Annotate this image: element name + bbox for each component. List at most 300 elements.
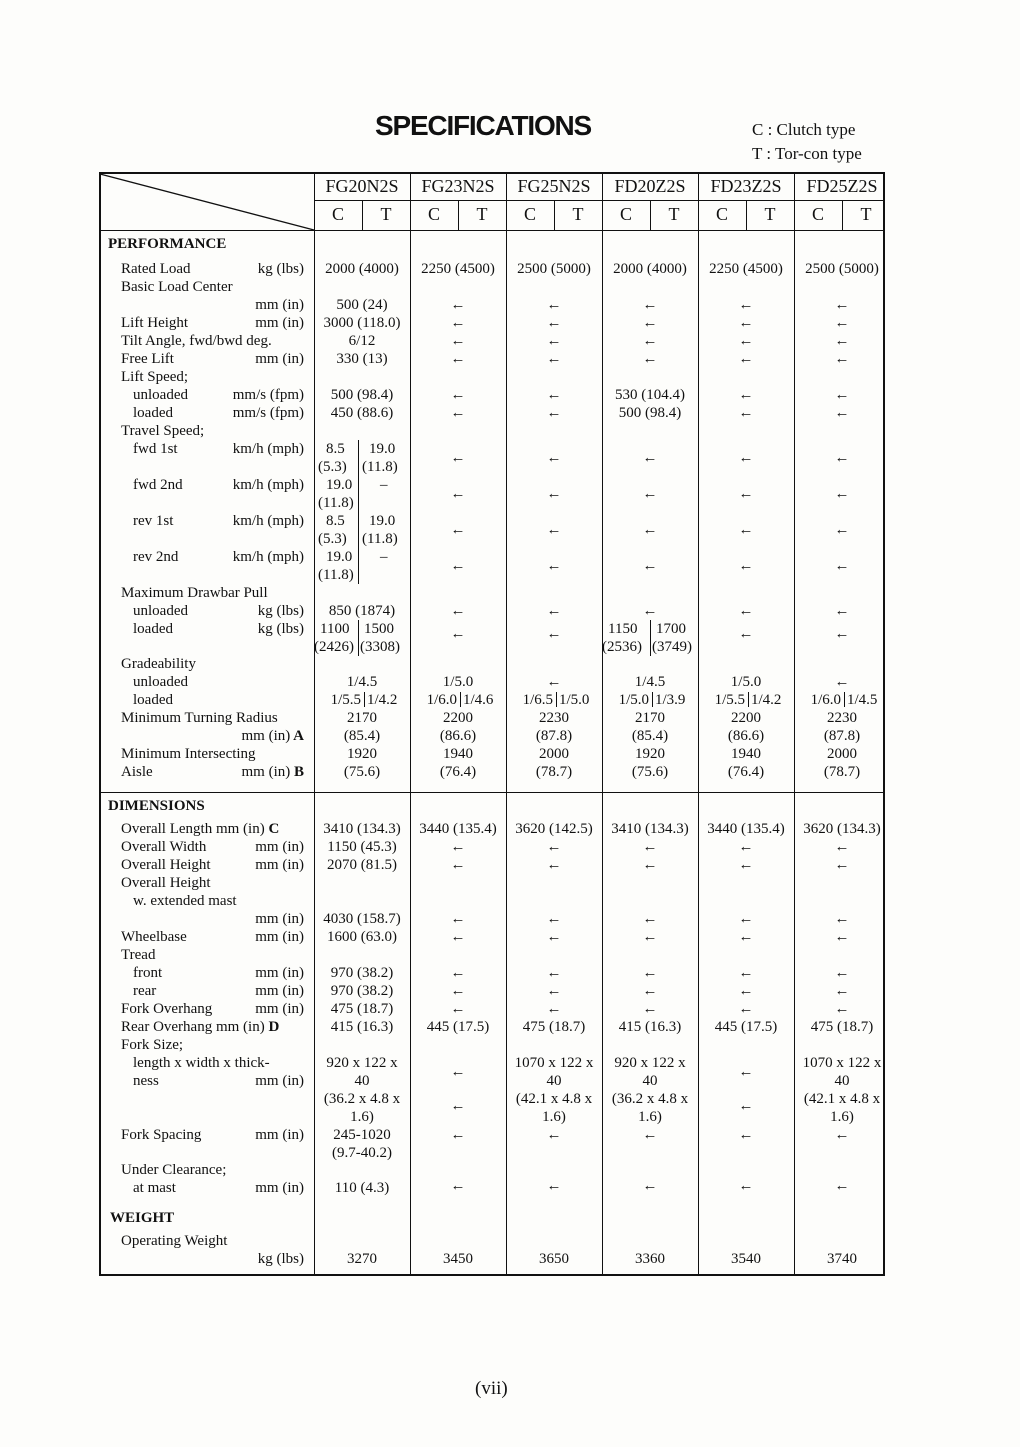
rated-load-unit: kg (lbs) [257, 261, 304, 277]
rev-1st-c-value: 8.5 [326, 513, 345, 529]
overall-width-value: ← [450, 839, 466, 855]
load-center-value-value: ← [738, 297, 754, 313]
ct-header-t: T [764, 204, 776, 224]
tread-rear-value: ← [834, 983, 850, 999]
rev-1st-label: rev 1st [133, 513, 174, 529]
tread-rear-value: 970 (38.2) [330, 983, 394, 999]
grade-unloaded-value: 1/4.5 [346, 674, 378, 690]
basic-load-center-label: Basic Load Center [121, 279, 233, 295]
lift-speed-unloaded-unit: mm/s (fpm) [232, 387, 304, 403]
extended-mast-value-value: 4030 (158.7) [323, 911, 401, 927]
overall-width-value: ← [642, 839, 658, 855]
overall-height-value: ← [450, 857, 466, 873]
overall-length-label: Overall Length mm (in) C [121, 821, 280, 837]
fork-size-in-value: (42.1 x 4.8 x [515, 1091, 593, 1107]
operating-weight-value: 3740 [827, 1251, 857, 1267]
turning-radius-value-imperial: (86.6) [727, 728, 765, 744]
lift-height-value: 3000 (118.0) [323, 315, 401, 331]
tread-front-value: 970 (38.2) [330, 965, 394, 981]
ct-header-t: T [572, 204, 584, 224]
aisle-value-imperial: (75.6) [343, 764, 381, 780]
fork-size-mm-value: 1070 x 122 x [514, 1055, 594, 1071]
aisle-value: 2000 [827, 746, 857, 762]
fwd-2nd-value: ← [450, 486, 466, 502]
rated-load-value: 2000 (4000) [613, 261, 687, 277]
aisle-value-imperial: (76.4) [727, 764, 765, 780]
turning-radius-value: 2200 [443, 710, 473, 726]
fwd-1st-unit: km/h (mph) [232, 441, 304, 457]
rev-1st-unit: km/h (mph) [232, 513, 304, 529]
section-divider [99, 792, 885, 793]
grade-loaded-c-value: 1/6.0 [426, 692, 457, 708]
grade-loaded-c-value: 1/6.0 [810, 692, 841, 708]
fwd-1st-value: ← [450, 450, 466, 466]
fwd-2nd-value: ← [738, 486, 754, 502]
turning-radius-value-imperial: (87.8) [535, 728, 573, 744]
grade-loaded-t-value: 1/4.2 [367, 692, 398, 708]
fork-size-in-value: 1.6) [638, 1109, 662, 1125]
aisle-value: 2000 [539, 746, 569, 762]
tread-rear-value: ← [546, 983, 562, 999]
ct-header-c: C [619, 204, 632, 224]
model-divider [314, 200, 885, 201]
section-performance: PERFORMANCE [108, 236, 227, 252]
rev-2nd-t-value: – [380, 549, 388, 565]
drawbar-unloaded-unit: kg (lbs) [257, 603, 304, 619]
model-header-fd23z2s: FD23Z2S [710, 176, 782, 196]
free-lift-unit: mm (in) [255, 351, 304, 367]
lift-speed-loaded-value: ← [738, 405, 754, 421]
free-lift-label: Free Lift [121, 351, 174, 367]
section-weight: WEIGHT [110, 1210, 175, 1226]
fwd-1st-c-value: 8.5 [326, 441, 345, 457]
legend-torcon: T : Tor-con type [752, 144, 862, 163]
fork-size-mm-value: 40 [354, 1073, 370, 1089]
ct-split-line [748, 692, 749, 707]
header-divider [99, 230, 885, 231]
extended-mast-value-value: ← [834, 911, 850, 927]
ct-split-line [650, 620, 651, 656]
overall-height-value: ← [642, 857, 658, 873]
operating-weight-label: Operating Weight [121, 1233, 228, 1249]
overall-width-unit: mm (in) [255, 839, 304, 855]
fork-overhang-value: ← [642, 1001, 658, 1017]
rated-load-value: 2000 (4000) [325, 261, 399, 277]
lift-speed-unloaded-value: ← [450, 387, 466, 403]
fork-size-ness-label: ness [133, 1073, 159, 1089]
lift-speed-loaded-label: loaded [133, 405, 173, 421]
fork-size-label: Fork Size; [121, 1037, 184, 1053]
drawbar-loaded-label: loaded [133, 621, 173, 637]
rev-1st-t-value-imperial: (11.8) [362, 531, 398, 547]
fork-spacing-label: Fork Spacing [121, 1127, 202, 1143]
fork-overhang-label: Fork Overhang [121, 1001, 213, 1017]
lift-speed-loaded-value: ← [834, 405, 850, 421]
wheelbase-value: ← [738, 929, 754, 945]
tread-front-value: ← [834, 965, 850, 981]
tread-rear-label: rear [133, 983, 157, 999]
ct-header-c: C [331, 204, 344, 224]
lift-height-value: ← [834, 315, 850, 331]
rear-overhang-value: 445 (17.5) [426, 1019, 490, 1035]
grade-loaded-c-value: 1/5.0 [618, 692, 649, 708]
operating-weight-value: 3360 [635, 1251, 665, 1267]
ct-split-line [358, 476, 359, 512]
overall-height-value: ← [834, 857, 850, 873]
under-clearance-value: ← [642, 1178, 658, 1194]
tilt-angle-value: ← [450, 333, 466, 349]
ct-header-t: T [668, 204, 680, 224]
fork-overhang-value: ← [450, 1001, 466, 1017]
grade-unloaded-value: 1/5.0 [730, 674, 762, 690]
lift-speed-loaded-value: 500 (98.4) [618, 405, 682, 421]
under-clearance-value: ← [546, 1178, 562, 1194]
gradeability-label: Gradeability [121, 656, 196, 672]
drawbar-loaded-value: ← [546, 626, 562, 642]
lift-speed-unloaded-label: unloaded [133, 387, 188, 403]
wheelbase-value: ← [834, 929, 850, 945]
fwd-1st-c-value-imperial: (5.3) [318, 459, 347, 475]
lift-height-value: ← [450, 315, 466, 331]
load-center-value-value: ← [546, 297, 562, 313]
ct-header-c: C [715, 204, 728, 224]
free-lift-value: ← [642, 351, 658, 367]
ct-header-c: C [811, 204, 824, 224]
lift-speed-loaded-value: ← [546, 405, 562, 421]
extended-mast-label: w. extended mast [133, 893, 237, 909]
rear-overhang-value: 415 (16.3) [618, 1019, 682, 1035]
operating-weight-unit: kg (lbs) [257, 1251, 304, 1267]
grade-loaded-label: loaded [133, 692, 173, 708]
overall-height-value: ← [546, 857, 562, 873]
aisle-value-imperial: (78.7) [823, 764, 861, 780]
page-title: SPECIFICATIONS [375, 110, 592, 141]
rated-load-label: Rated Load [121, 261, 191, 277]
lift-speed-unloaded-value: ← [834, 387, 850, 403]
aisle-value: 1940 [443, 746, 473, 762]
drawbar-unloaded-value: 850 (1874) [328, 603, 396, 619]
rev-1st-c-value-imperial: (5.3) [318, 531, 347, 547]
rev-2nd-value: ← [738, 558, 754, 574]
fwd-2nd-label: fwd 2nd [133, 477, 183, 493]
lift-speed-unloaded-value: 530 (104.4) [615, 387, 685, 403]
lift-height-value: ← [738, 315, 754, 331]
load-center-value-unit: mm (in) [255, 297, 304, 313]
model-header-fd20z2s: FD20Z2S [614, 176, 686, 196]
rev-1st-value: ← [738, 522, 754, 538]
drawbar-unloaded-value: ← [546, 603, 562, 619]
under-clearance-value: ← [450, 1178, 466, 1194]
overall-length-value: 3620 (142.5) [515, 821, 593, 837]
tread-front-value: ← [642, 965, 658, 981]
free-lift-value: ← [450, 351, 466, 367]
tread-front-label: front [133, 965, 163, 981]
fork-size-in-value: (36.2 x 4.8 x [323, 1091, 401, 1107]
fork-size-mm-value: ← [450, 1064, 466, 1080]
grade-unloaded-label: unloaded [133, 674, 188, 690]
load-center-value-value: ← [834, 297, 850, 313]
operating-weight-value: 3450 [443, 1251, 473, 1267]
rev-2nd-value: ← [834, 558, 850, 574]
lift-height-value: ← [546, 315, 562, 331]
ct-split-line [358, 512, 359, 548]
drawbar-loaded-fd-t-imperial: (3749) [652, 639, 692, 655]
fork-size-mm-value: 920 x 122 x [614, 1055, 686, 1071]
rev-2nd-unit: km/h (mph) [232, 549, 304, 565]
fwd-1st-t-value: 19.0 [369, 441, 396, 457]
aisle-value-imperial: (75.6) [631, 764, 669, 780]
turning-radius-value-imperial: (85.4) [631, 728, 669, 744]
under-clearance-mast-label: at mast [133, 1180, 176, 1196]
travel-speed-label: Travel Speed; [121, 423, 205, 439]
grade-loaded-t-value: 1/5.0 [559, 692, 590, 708]
rear-overhang-value: 415 (16.3) [330, 1019, 394, 1035]
rev-2nd-c-value-imperial: (11.8) [318, 567, 354, 583]
drawbar-loaded-fd-t: 1700 [656, 621, 686, 637]
intersecting-aisle-label: Minimum Intersecting [121, 746, 256, 762]
load-center-value-value: ← [642, 297, 658, 313]
tread-rear-unit: mm (in) [255, 983, 304, 999]
tilt-angle-value: ← [546, 333, 562, 349]
ct-split-line [556, 692, 557, 707]
extended-mast-value-unit: mm (in) [255, 911, 304, 927]
tilt-angle-value: 6/12 [348, 333, 376, 349]
fwd-2nd-value: ← [546, 486, 562, 502]
ct-split-line [844, 692, 845, 707]
rear-overhang-value: 475 (18.7) [522, 1019, 586, 1035]
lift-height-value: ← [642, 315, 658, 331]
wheelbase-label: Wheelbase [121, 929, 187, 945]
drawbar-loaded-fg-t: 1500 [364, 621, 394, 637]
ct-split-line [364, 692, 365, 707]
tread-rear-value: ← [738, 983, 754, 999]
free-lift-value: ← [738, 351, 754, 367]
aisle-value: 1940 [731, 746, 761, 762]
drawbar-unloaded-value: ← [738, 603, 754, 619]
fork-spacing-value: ← [450, 1127, 466, 1143]
tread-front-unit: mm (in) [255, 965, 304, 981]
drawbar-loaded-fg-t-imperial: (3308) [360, 639, 400, 655]
fwd-2nd-value: ← [834, 486, 850, 502]
grade-loaded-c-value: 1/5.5 [330, 692, 361, 708]
fwd-1st-value: ← [738, 450, 754, 466]
model-header-fg20n2s: FG20N2S [325, 176, 399, 196]
overall-width-value: 1150 (45.3) [327, 839, 397, 855]
grade-loaded-c-value: 1/6.5 [522, 692, 553, 708]
rated-load-value: 2250 (4500) [421, 261, 495, 277]
rev-2nd-label: rev 2nd [133, 549, 179, 565]
rev-1st-value: ← [834, 522, 850, 538]
wheelbase-value: ← [642, 929, 658, 945]
tread-rear-value: ← [450, 983, 466, 999]
overall-width-value: ← [546, 839, 562, 855]
overall-height-value: ← [738, 857, 754, 873]
lift-speed-loaded-value: 450 (88.6) [330, 405, 394, 421]
rear-overhang-label: Rear Overhang mm (in) D [121, 1019, 280, 1035]
lift-height-label: Lift Height [121, 315, 189, 331]
load-center-value-value: 500 (24) [336, 297, 388, 313]
overall-width-label: Overall Width [121, 839, 207, 855]
under-clearance-value: 110 (4.3) [334, 1180, 390, 1196]
fork-overhang-unit: mm (in) [255, 1001, 304, 1017]
fork-size-mm-value: 40 [642, 1073, 658, 1089]
wheelbase-unit: mm (in) [255, 929, 304, 945]
extended-mast-value-value: ← [546, 911, 562, 927]
grade-unloaded-value: ← [546, 674, 562, 690]
fork-overhang-value: ← [834, 1001, 850, 1017]
lift-speed-label: Lift Speed; [121, 369, 189, 385]
aisle-value: 1920 [347, 746, 377, 762]
rated-load-value: 2500 (5000) [517, 261, 591, 277]
rev-2nd-c-value: 19.0 [326, 549, 353, 565]
turning-radius-value-imperial: (85.4) [343, 728, 381, 744]
overall-length-value: 3440 (135.4) [419, 821, 497, 837]
overall-length-value: 3440 (135.4) [707, 821, 785, 837]
ct-split-line [460, 692, 461, 707]
drawbar-loaded-fg-c: 1100 [320, 621, 350, 637]
fork-size-dimensions-label: length x width x thick- [133, 1055, 270, 1071]
fork-spacing-value: ← [642, 1127, 658, 1143]
turning-radius-value: 2170 [635, 710, 665, 726]
fork-spacing-value: ← [738, 1127, 754, 1143]
model-header-fd25z2s: FD25Z2S [806, 176, 878, 196]
under-clearance-value: ← [834, 1178, 850, 1194]
wheelbase-value: 1600 (63.0) [327, 929, 397, 945]
overall-width-value: ← [834, 839, 850, 855]
rev-1st-value: ← [546, 522, 562, 538]
rev-2nd-value: ← [642, 558, 658, 574]
fork-size-mm-value: 920 x 122 x [326, 1055, 398, 1071]
fwd-1st-t-value-imperial: (11.8) [362, 459, 398, 475]
fork-size-in-value: 1.6) [830, 1109, 854, 1125]
rev-1st-t-value: 19.0 [369, 513, 396, 529]
fwd-1st-value: ← [546, 450, 562, 466]
tread-rear-value: ← [642, 983, 658, 999]
grade-unloaded-value: 1/5.0 [442, 674, 474, 690]
drawbar-loaded-value: ← [834, 626, 850, 642]
turning-radius-label: Minimum Turning Radius [121, 710, 278, 726]
drawbar-loaded-fg-c-imperial: (2426) [314, 639, 354, 655]
fork-size-in-value: ← [738, 1098, 754, 1114]
turning-radius-value-imperial: (86.6) [439, 728, 477, 744]
fwd-2nd-t-value: – [380, 477, 388, 493]
fwd-1st-value: ← [834, 450, 850, 466]
lift-speed-loaded-unit: mm/s (fpm) [232, 405, 304, 421]
aisle-unit: mm (in) B [241, 764, 304, 780]
turning-radius-value: 2230 [827, 710, 857, 726]
overall-height-label: Overall Height [121, 857, 211, 873]
turning-radius-value: 2200 [731, 710, 761, 726]
lift-speed-unloaded-value: 500 (98.4) [330, 387, 394, 403]
grade-loaded-t-value: 1/4.6 [463, 692, 494, 708]
lift-height-unit: mm (in) [255, 315, 304, 331]
fork-size-in-value: 1.6) [350, 1109, 374, 1125]
aisle-label: Aisle [121, 764, 153, 780]
fwd-2nd-value: ← [642, 486, 658, 502]
under-clearance-value: ← [738, 1178, 754, 1194]
free-lift-value: ← [834, 351, 850, 367]
ct-split-line [358, 440, 359, 476]
fwd-2nd-unit: km/h (mph) [232, 477, 304, 493]
tread-front-value: ← [450, 965, 466, 981]
tilt-angle-value: ← [738, 333, 754, 349]
overall-length-value: 3620 (134.3) [803, 821, 881, 837]
grade-loaded-t-value: 1/4.2 [751, 692, 782, 708]
fwd-1st-value: ← [642, 450, 658, 466]
fork-size-mm-value: 40 [834, 1073, 850, 1089]
fork-size-in-value: 1.6) [542, 1109, 566, 1125]
extended-mast-value-value: ← [738, 911, 754, 927]
fork-overhang-value: ← [546, 1001, 562, 1017]
rev-2nd-value: ← [546, 558, 562, 574]
overall-height-unit: mm (in) [255, 857, 304, 873]
tread-front-value: ← [738, 965, 754, 981]
turning-radius-value: 2230 [539, 710, 569, 726]
fork-size-in-value: ← [450, 1098, 466, 1114]
drawbar-unloaded-label: unloaded [133, 603, 188, 619]
aisle-value-imperial: (76.4) [439, 764, 477, 780]
aisle-value-imperial: (78.7) [535, 764, 573, 780]
operating-weight-value: 3270 [347, 1251, 377, 1267]
fork-size-mm-value: ← [738, 1064, 754, 1080]
fork-spacing-value-imperial: (9.7-40.2) [332, 1145, 392, 1161]
fwd-1st-label: fwd 1st [133, 441, 178, 457]
rev-1st-value: ← [450, 522, 466, 538]
extended-mast-value-value: ← [642, 911, 658, 927]
legend-clutch: C : Clutch type [752, 120, 856, 139]
fork-size-mm-value: 1070 x 122 x [802, 1055, 882, 1071]
ct-split-line [358, 548, 359, 584]
fork-spacing-unit: mm (in) [255, 1127, 304, 1143]
tread-label: Tread [121, 947, 156, 963]
fork-spacing-value: ← [546, 1127, 562, 1143]
drawbar-loaded-value: ← [738, 626, 754, 642]
grade-loaded-t-value: 1/3.9 [655, 692, 686, 708]
fork-size-in-value: (42.1 x 4.8 x [803, 1091, 881, 1107]
free-lift-value: ← [546, 351, 562, 367]
model-header-fg23n2s: FG23N2S [421, 176, 495, 196]
drawbar-unloaded-value: ← [450, 603, 466, 619]
drawbar-loaded-value: ← [450, 626, 466, 642]
rear-overhang-value: 445 (17.5) [714, 1019, 778, 1035]
drawbar-loaded-unit: kg (lbs) [257, 621, 304, 637]
model-header-fg25n2s: FG25N2S [517, 176, 591, 196]
drawbar-unloaded-value: ← [642, 603, 658, 619]
drawbar-pull-label: Maximum Drawbar Pull [121, 585, 268, 601]
tilt-angle-label: Tilt Angle, fwd/bwd deg. [121, 333, 272, 349]
tread-front-value: ← [546, 965, 562, 981]
tilt-angle-value: ← [642, 333, 658, 349]
fork-size-in-value: (36.2 x 4.8 x [611, 1091, 689, 1107]
turning-radius-value: 2170 [347, 710, 377, 726]
fork-overhang-value: 475 (18.7) [330, 1001, 394, 1017]
ct-header-t: T [476, 204, 488, 224]
rated-load-value: 2250 (4500) [709, 261, 783, 277]
extended-mast-value-value: ← [450, 911, 466, 927]
turning-radius-value-imperial: (87.8) [823, 728, 861, 744]
drawbar-loaded-fd-c: 1150 [608, 621, 638, 637]
tilt-angle-value: ← [834, 333, 850, 349]
fwd-2nd-c-value-imperial: (11.8) [318, 495, 354, 511]
rear-overhang-value: 475 (18.7) [810, 1019, 874, 1035]
overall-length-value: 3410 (134.3) [323, 821, 401, 837]
fork-spacing-value: 245-1020 [333, 1127, 391, 1143]
turning-radius-unit: mm (in) A [241, 728, 304, 744]
lift-speed-loaded-value: ← [450, 405, 466, 421]
rated-load-value: 2500 (5000) [805, 261, 879, 277]
under-clearance-label: Under Clearance; [121, 1162, 227, 1178]
grade-unloaded-value: ← [834, 674, 850, 690]
